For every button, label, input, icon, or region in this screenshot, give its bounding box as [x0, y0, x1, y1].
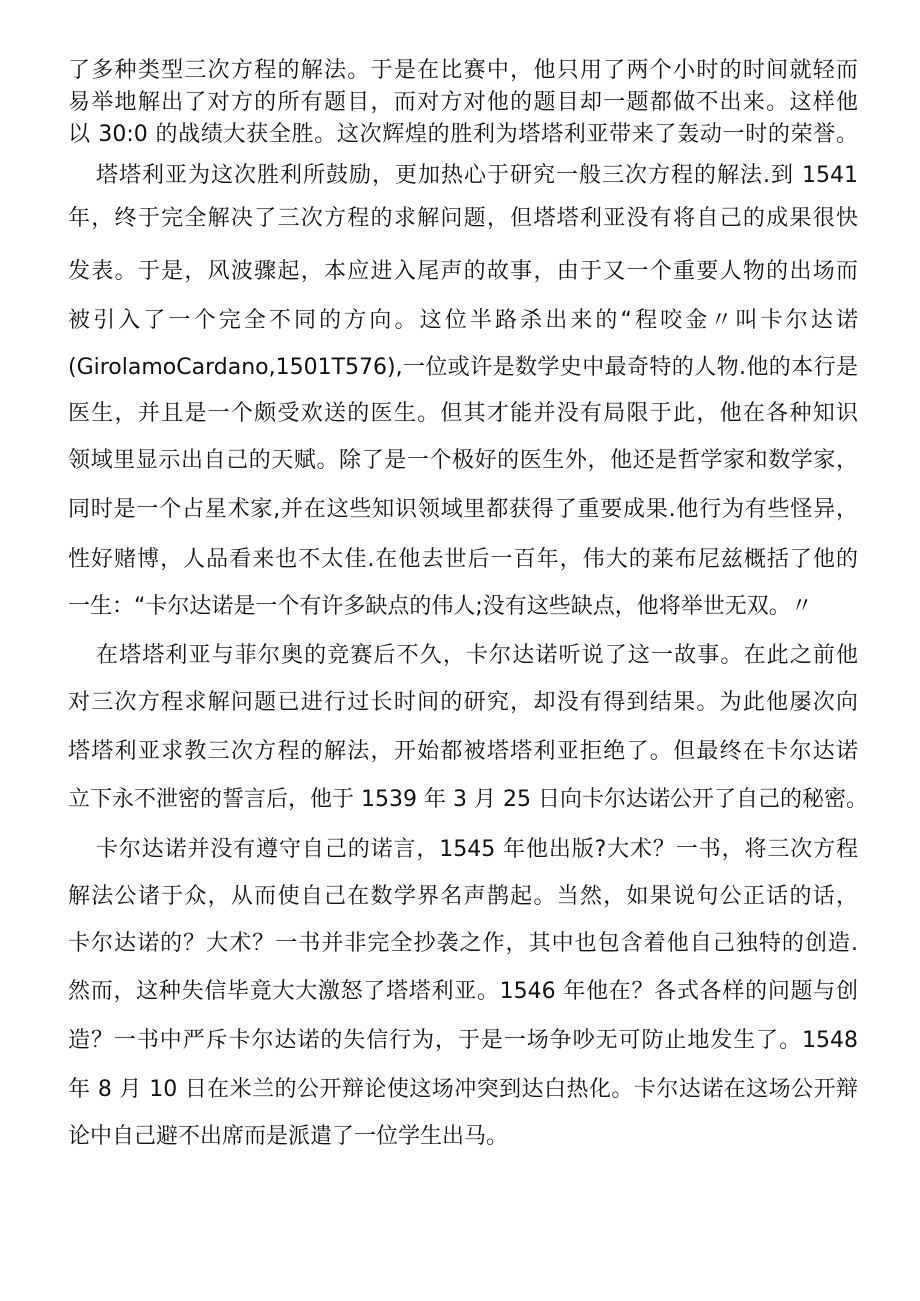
paragraph-2-line-1: 塔塔利亚为这次胜利所鼓励，更加热心于研究一般三次方程的解法.到 1541 — [96, 163, 858, 188]
paragraph-2-line-2: 年，终于完全解决了三次方程的求解问题，但塔塔利亚没有将自己的成果很快 — [68, 206, 858, 231]
paragraph-3-line-4: 立下永不泄密的誓言后，他于 1539 年 3 月 25 日向卡尔达诺公开了自己的秘密。 — [68, 787, 868, 812]
paragraph-4-line-7: 论中自己避不出席而是派遣了一位学生出马。 — [68, 1124, 509, 1149]
paragraph-4-line-3: 卡尔达诺的？大术？一书并非完全抄袭之作，其中也包含着他自己独特的创造. — [68, 931, 858, 956]
paragraph-3-line-3: 塔塔利亚求教三次方程的解法，开始都被塔塔利亚拒绝了。但最终在卡尔达诺 — [68, 739, 858, 764]
paragraph-3-line-1: 在塔塔利亚与菲尔奥的竞赛后不久，卡尔达诺听说了这一故事。在此之前他 — [96, 643, 858, 668]
paragraph-1-line-1: 了多种类型三次方程的解法。于是在比赛中，他只用了两个小时的时间就轻而 — [68, 58, 858, 83]
paragraph-2-line-8: 同时是一个占星术家,并在这些知识领域里都获得了重要成果.他行为有些怪异， — [68, 497, 858, 522]
paragraph-4-line-4: 然而，这种失信毕竟大大激怒了塔塔利亚。1546 年他在？各式各样的问题与创 — [68, 979, 858, 1004]
paragraph-1-line-3: 以 30:0 的战绩大获全胜。这次辉煌的胜利为塔塔利亚带来了轰动一时的荣誉。 — [68, 122, 858, 147]
paragraph-2-line-6: 医生，并且是一个颇受欢送的医生。但其才能并没有局限于此，他在各种知识 — [68, 401, 858, 426]
paragraph-2-line-9: 性好赌博，人品看来也不太佳.在他去世后一百年，伟大的莱布尼兹概括了他的 — [68, 547, 858, 572]
paragraph-2-line-7: 领域里显示出自己的天赋。除了是一个极好的医生外，他还是哲学家和数学家， — [68, 448, 858, 473]
paragraph-4-line-2: 解法公诸于众，从而使自己在数学界名声鹊起。当然，如果说句公正话的话， — [68, 884, 858, 909]
paragraph-2-line-5: (GirolamoCardano,1501T576),一位或许是数学史中最奇特的人物.他的本行是 — [68, 355, 858, 380]
paragraph-2-line-4: 被引入了一个完全不同的方向。这位半路杀出来的“程咬金〃叫卡尔达诺 — [68, 308, 858, 333]
paragraph-2-line-3: 发表。于是，风波骤起，本应进入尾声的故事，由于又一个重要人物的出场而 — [68, 259, 858, 284]
paragraph-4-line-6: 年 8 月 10 日在米兰的公开辩论使这场冲突到达白热化。卡尔达诺在这场公开辩 — [68, 1077, 858, 1102]
paragraph-3-line-2: 对三次方程求解问题已进行过长时间的研究，却没有得到结果。为此他屡次向 — [68, 690, 858, 715]
paragraph-2-line-10: 一生：“卡尔达诺是一个有许多缺点的伟人;没有这些缺点，他将举世无双。〃 — [68, 594, 813, 619]
paragraph-4-line-1: 卡尔达诺并没有遵守自己的诺言，1545 年他出版?大术？一书，将三次方程 — [96, 837, 858, 862]
paragraph-4-line-5: 造？一书中严斥卡尔达诺的失信行为，于是一场争吵无可防止地发生了。1548 — [68, 1028, 858, 1053]
paragraph-1-line-2: 易举地解出了对方的所有题目，而对方对他的题目却一题都做不出来。这样他 — [68, 90, 858, 115]
